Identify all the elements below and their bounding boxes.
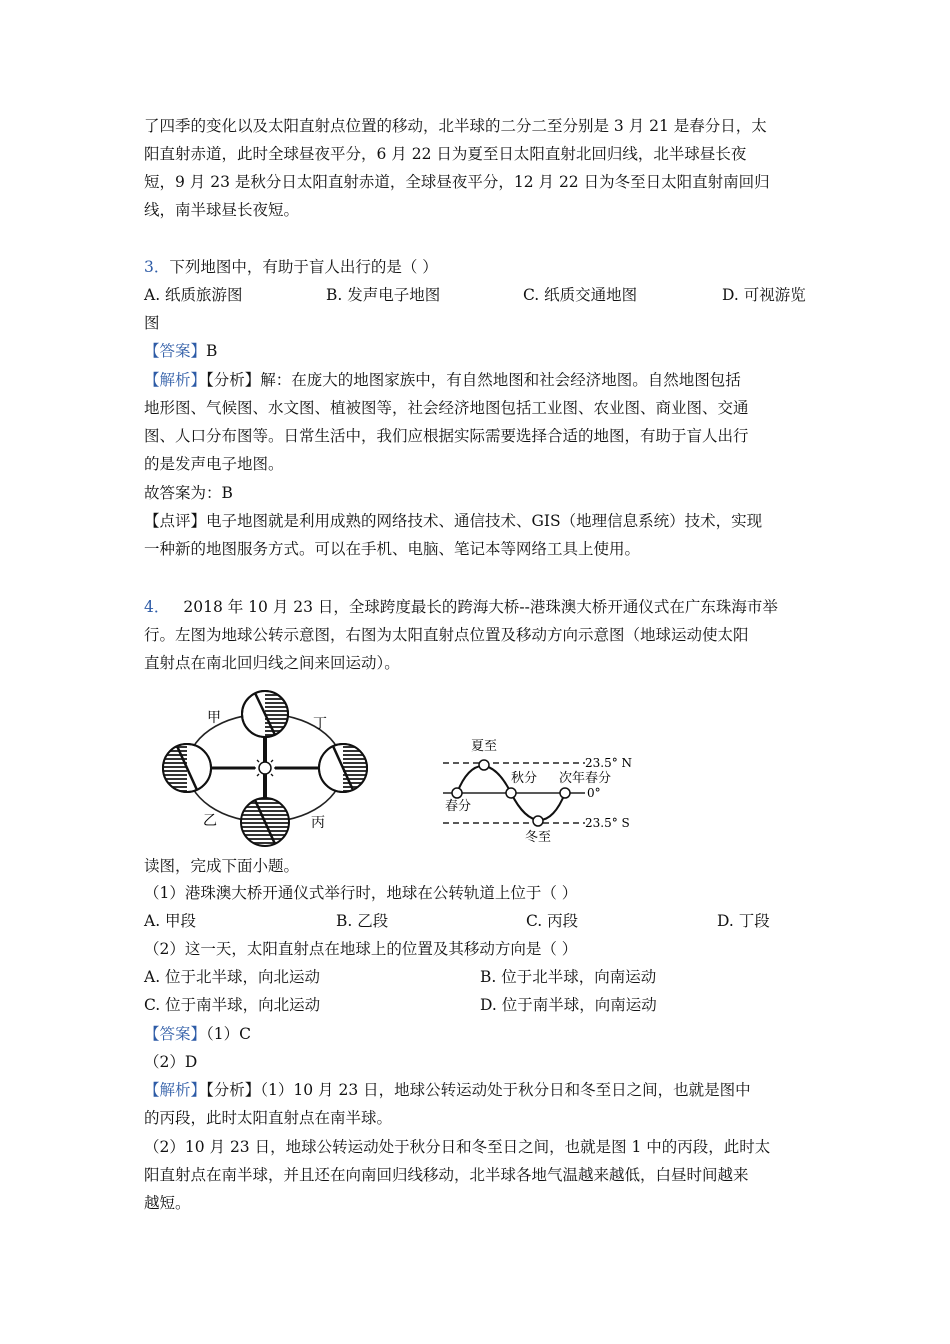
- intro-line-2: 阳直射赤道，此时全球昼夜平分，6 月 22 日为夏至日太阳直射北回归线，北半球昼长夜: [144, 145, 747, 163]
- q4-analysis-line-1: [144, 1076, 809, 1104]
- marker-spring: [452, 788, 462, 798]
- q3-analysis-line-1: [144, 366, 809, 394]
- revolution-diagram: [155, 690, 405, 852]
- q4-sub2-option-d: D. 位于南半球，向南运动: [480, 996, 657, 1014]
- q4-analysis-line-2: 的丙段，此时太阳直射点在南半球。: [144, 1109, 393, 1127]
- intro-line-1: 了四季的变化以及太阳直射点位置的移动，北半球的二分二至分别是 3 月 21 是春分日，太: [144, 117, 767, 135]
- label-23s: 23.5° S: [585, 816, 630, 830]
- q4-stem-line-1: [144, 593, 809, 621]
- q4-analysis-line-3: （2）10 月 23 日，地球公转运动处于秋分日和冬至日之间，也就是图 1 中的丙段，此时太: [144, 1138, 771, 1156]
- q4-instruction: 读图，完成下面小题。: [144, 857, 300, 875]
- q3-option-wrap: 图: [144, 314, 160, 332]
- label-ding: 丁: [313, 716, 327, 732]
- marker-winter: [533, 816, 543, 826]
- q4-sub1-option-a: A. 甲段: [144, 912, 197, 930]
- q3-analysis-line-4: 的是发声电子地图。: [144, 455, 284, 473]
- q4-analysis-line-5: 越短。: [144, 1194, 191, 1212]
- q4-answer-2: （2）D: [144, 1053, 198, 1071]
- sun-point-diagram: [435, 735, 650, 847]
- label-equator: 0°: [587, 786, 601, 800]
- q3-option-c: C. 纸质交通地图: [523, 286, 638, 304]
- q3-comment-line-1: 【点评】电子地图就是利用成熟的网络技术、通信技术、GIS（地理信息系统）技术，实现: [144, 512, 763, 530]
- q4-number: 4．: [144, 598, 170, 616]
- q4-sub1-option-b: B. 乙段: [336, 912, 389, 930]
- q4-stem-text-1: 2018 年 10 月 23 日，全球跨度最长的跨海大桥--港珠澳大桥开通仪式在广东珠海市举: [183, 598, 778, 616]
- q3-answer: [144, 337, 809, 365]
- q3-conclusion: 故答案为：B: [144, 484, 233, 502]
- intro-line-4: 线，南半球昼长夜短。: [144, 201, 300, 219]
- q4-sub1-option-d: D. 丁段: [717, 912, 770, 930]
- q3-analysis-tag: 【解析】: [144, 371, 207, 389]
- q3-analysis-line-3: 图、人口分布图等。日常生活中，我们应根据实际需要选择合适的地图，有助于盲人出行: [144, 427, 749, 445]
- q3-option-a: A. 纸质旅游图: [144, 286, 243, 304]
- q4-answer-line-1: [144, 1020, 809, 1048]
- q4-sub1-question: （1）港珠澳大桥开通仪式举行时，地球在公转轨道上位于（ ）: [144, 884, 578, 902]
- q4-analysis-text-1: 【分析】（1）10 月 23 日，地球公转运动处于秋分日和冬至日之间，也就是图中: [206, 1081, 751, 1099]
- q4-analysis-tag: 【解析】: [144, 1081, 207, 1099]
- q3-comment-line-2: 一种新的地图服务方式。可以在手机、电脑、笔记本等网络工具上使用。: [144, 540, 641, 558]
- label-next-spring: 次年春分: [559, 771, 612, 786]
- earth-bottom: [241, 798, 289, 846]
- q3-analysis-line-2: 地形图、气候图、水文图、植被图等，社会经济地图包括工业图、农业图、商业图、交通: [144, 399, 749, 417]
- q3-question-text: 下列地图中，有助于盲人出行的是（ ）: [169, 258, 438, 276]
- q3-option-b: B. 发声电子地图: [326, 286, 441, 304]
- q3-answer-value: B: [206, 342, 218, 360]
- q4-sub2-option-b: B. 位于北半球，向南运动: [480, 968, 657, 986]
- q4-sub2-question: （2）这一天，太阳直射点在地球上的位置及其移动方向是（ ）: [144, 940, 578, 958]
- marker-autumn: [506, 788, 516, 798]
- q4-sub1-option-c: C. 丙段: [526, 912, 579, 930]
- q3-question: [144, 253, 809, 281]
- earth-top: [242, 691, 288, 737]
- label-summer-solstice: 夏至: [471, 739, 498, 754]
- q3-option-d: D. 可视游览: [722, 286, 806, 304]
- q4-sub2-option-c: C. 位于南半球，向北运动: [144, 996, 321, 1014]
- label-autumn-equinox: 秋分: [511, 771, 538, 786]
- label-yi: 乙: [203, 813, 217, 829]
- marker-next-spring: [560, 788, 570, 798]
- q3-analysis-text-1: 【分析】解：在庞大的地图家族中，有自然地图和社会经济地图。自然地图包括: [206, 371, 741, 389]
- marker-summer: [479, 760, 489, 770]
- earth-left: [163, 744, 211, 792]
- q4-answer-1: （1）C: [206, 1025, 251, 1043]
- q4-stem-line-2: 行。左图为地球公转示意图，右图为太阳直射点位置及移动方向示意图（地球运动使太阳: [144, 626, 749, 644]
- q4-analysis-line-4: 阳直射点在南半球，并且还在向南回归线移动，北半球各地气温越来越低，白昼时间越来: [144, 1166, 749, 1184]
- label-jia: 甲: [207, 710, 221, 726]
- q3-answer-tag: 【答案】: [144, 342, 207, 360]
- label-winter-solstice: 冬至: [525, 830, 552, 845]
- label-23n: 23.5° N: [585, 756, 633, 770]
- label-bing: 丙: [311, 815, 325, 831]
- q4-stem-line-3: 直射点在南北回归线之间来回运动）。: [144, 654, 400, 672]
- earth-right: [319, 744, 367, 792]
- q3-number: 3．: [144, 258, 170, 276]
- intro-line-3: 短，9 月 23 是秋分日太阳直射赤道，全球昼夜平分，12 月 22 日为冬至日太阳直射南回归: [144, 173, 770, 191]
- label-spring-equinox: 春分: [445, 799, 472, 814]
- q4-answer-tag: 【答案】: [144, 1025, 207, 1043]
- q4-sub2-option-a: A. 位于北半球，向北运动: [144, 968, 321, 986]
